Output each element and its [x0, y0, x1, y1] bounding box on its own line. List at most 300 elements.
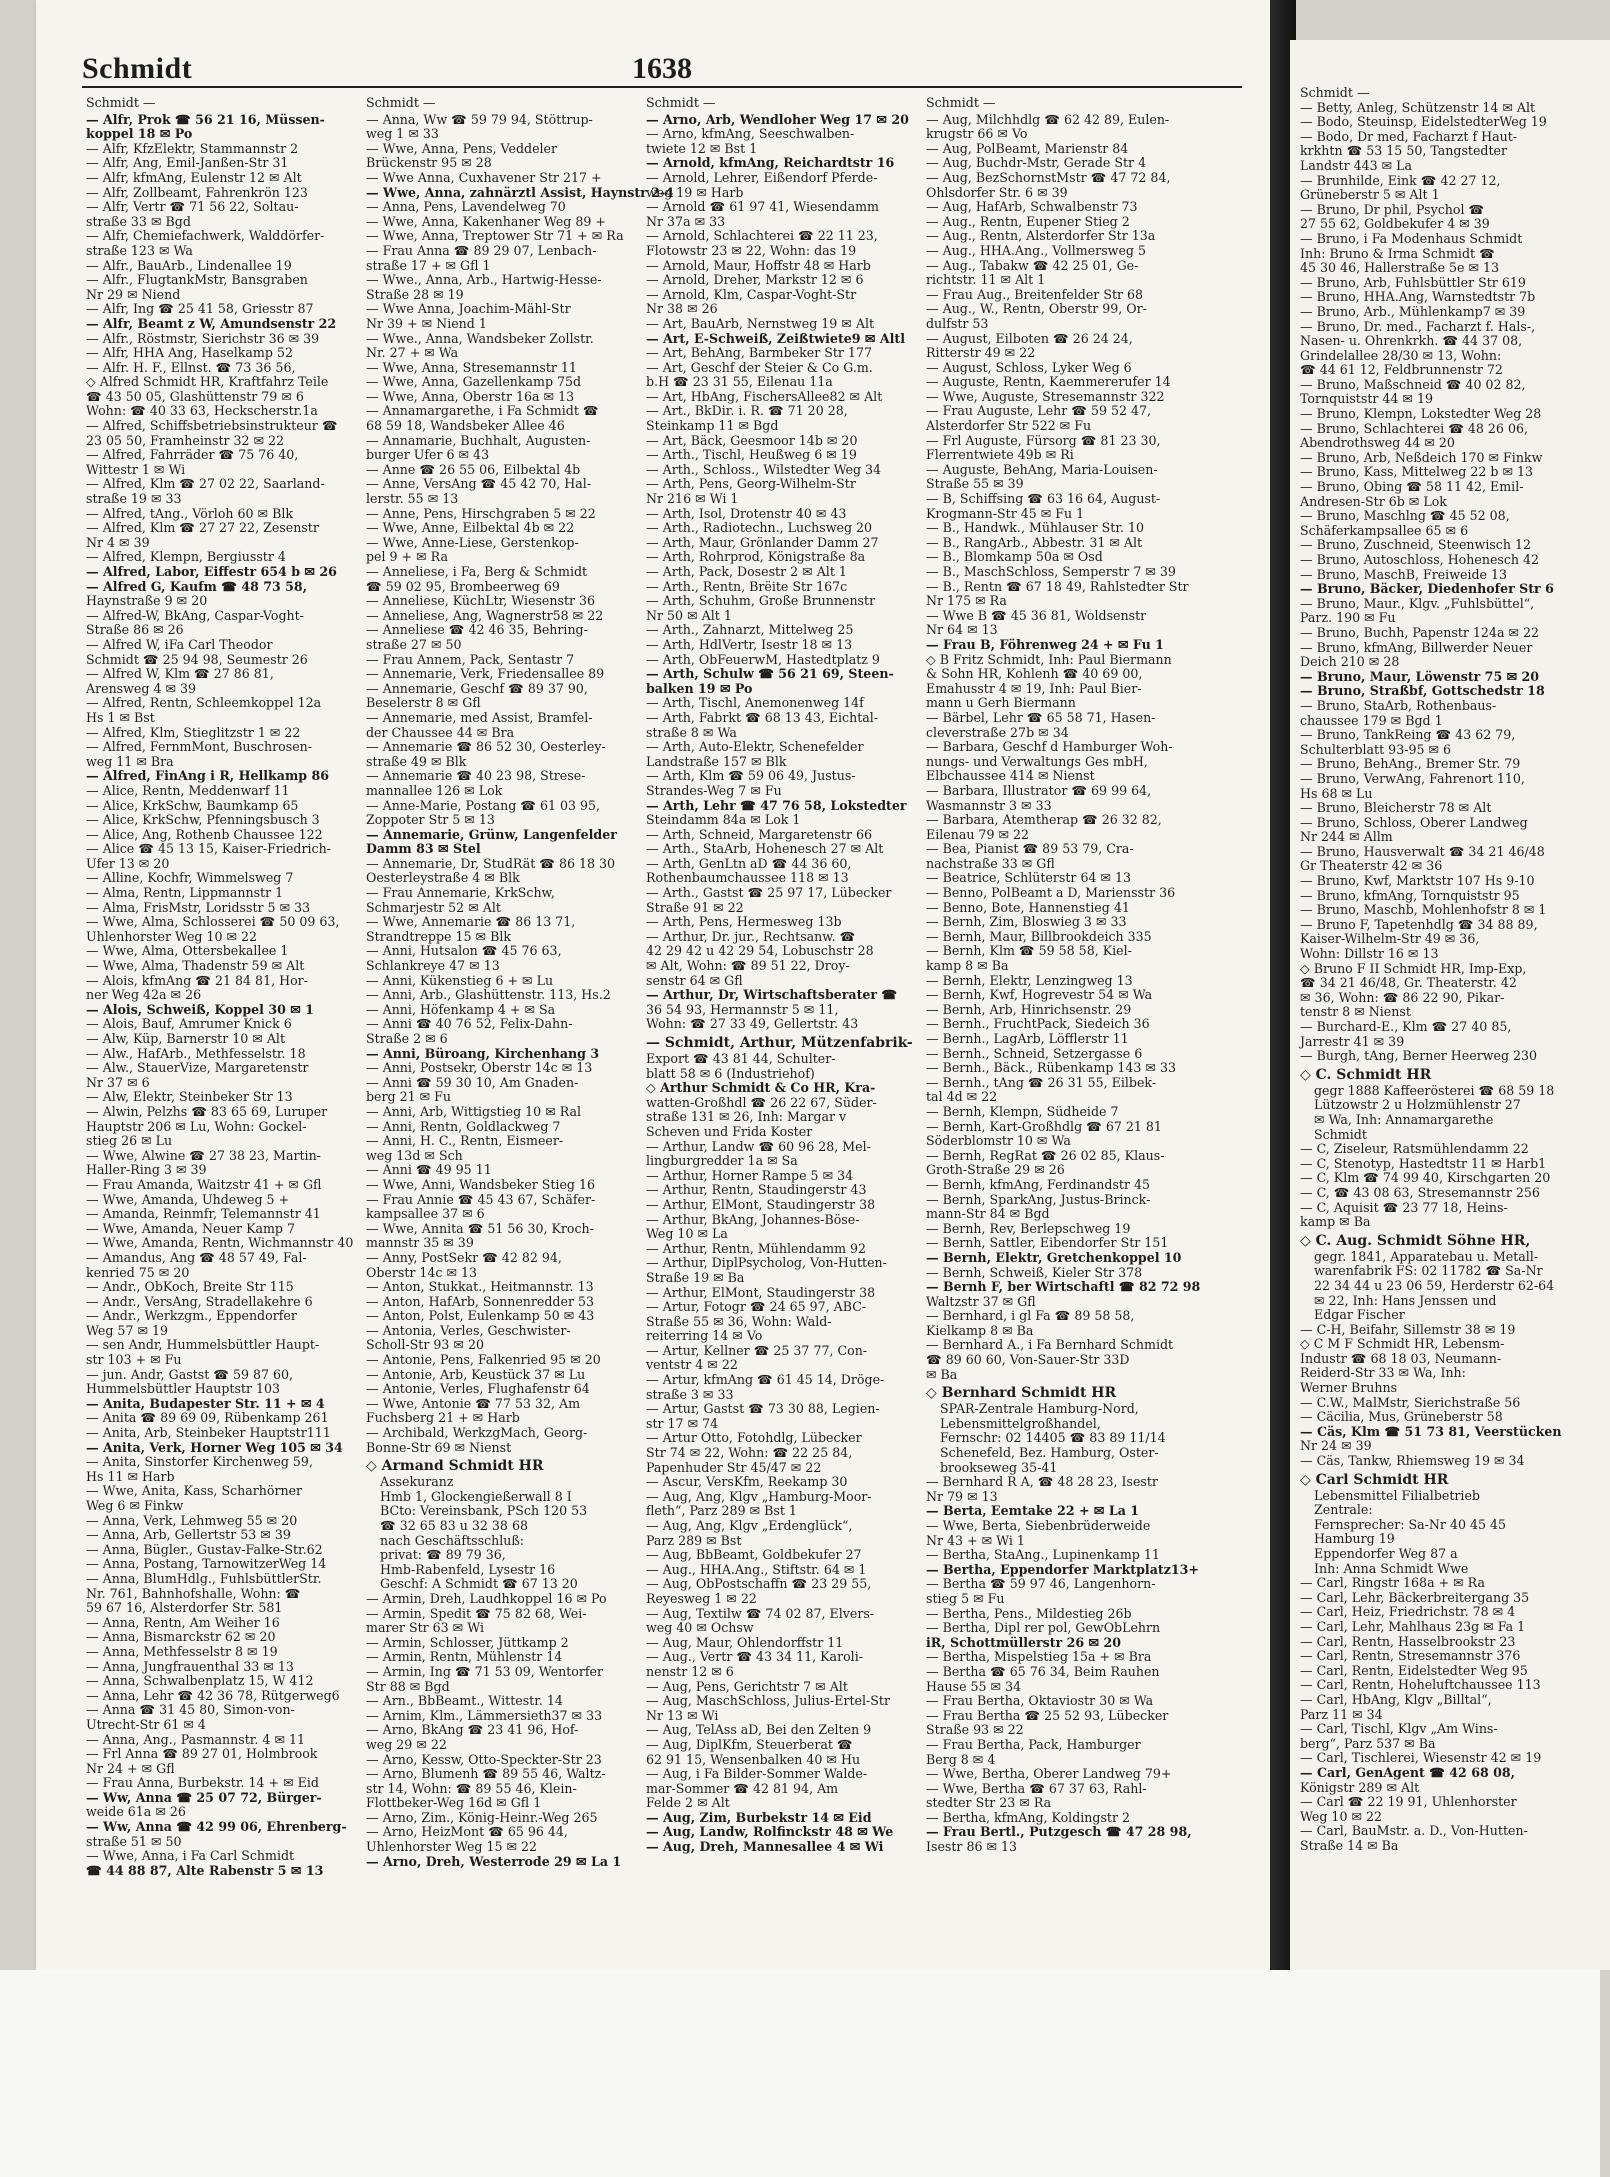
directory-entry: — Anna, Methfesselstr 8 ✉ 19: [86, 1643, 278, 1659]
directory-entry: — Wwe, Bertha ☎ 67 37 63, Rahl-: [926, 1780, 1147, 1796]
facing-page: [1290, 40, 1610, 1970]
directory-entry: — Carl, Rentn, Hoheluftchaussee 113: [1300, 1677, 1541, 1693]
directory-entry: Fernsprecher: Sa-Nr 40 45 45: [1314, 1516, 1507, 1532]
directory-entry: — Bruno, Zuschneid, Steenwisch 12: [1300, 537, 1531, 553]
directory-entry: — Bea, Pianist ☎ 89 53 79, Cra-: [926, 841, 1134, 857]
directory-entry: — Arthur, Horner Rampe 5 ✉ 34: [646, 1167, 854, 1183]
directory-entry: — Bruno F, Tapetenhdlg ☎ 34 88 89,: [1300, 916, 1538, 932]
directory-entry: — Arno, Zim., König-Heinr.-Weg 265: [366, 1809, 598, 1825]
directory-entry: — Arno, Dreh, Westerrode 29 ✉ La 1: [366, 1853, 622, 1869]
directory-entry: ☎ 59 02 95, Brombeerweg 69: [366, 578, 560, 594]
directory-entry: ◇ Arthur Schmidt & Co HR, Kra-: [646, 1080, 876, 1096]
directory-entry: — Art, HbAng, FischersAllee82 ✉ Alt: [646, 388, 883, 404]
column-2: [366, 95, 674, 1936]
directory-entry: — Andr., Werkzgm., Eppendorfer: [86, 1308, 297, 1324]
directory-entry: — Arnold, Dreher, Markstr 12 ✉ 6: [646, 272, 864, 288]
directory-entry: — Carl, Rentn, Hasselbrookstr 23: [1300, 1633, 1516, 1649]
directory-entry: — Annemarie, Verk, Friedensallee 89: [366, 666, 605, 682]
directory-entry: — Bruno, MaschB, Freiweide 13: [1300, 566, 1508, 582]
directory-entry: koppel 18 ✉ Po: [86, 126, 193, 142]
directory-entry: — Alwin, Pelzhs ☎ 83 65 69, Luruper: [86, 1103, 328, 1119]
directory-entry: — C-H, Beifahr, Sillemstr 38 ✉ 19: [1300, 1321, 1516, 1337]
directory-entry: SPAR-Zentrale Hamburg-Nord,: [940, 1401, 1139, 1417]
directory-entry: — Anni, Arb, Wittigstieg 10 ✉ Ral: [366, 1103, 582, 1119]
directory-entry: — Frau Bertha, Pack, Hamburger: [926, 1736, 1141, 1752]
directory-entry: — Anna, Jungfrauenthal 33 ✉ 13: [86, 1658, 294, 1674]
directory-entry: — Wwe, Annemarie ☎ 86 13 71,: [366, 914, 576, 930]
directory-entry: Inh: Anna Schmidt Wwe: [1314, 1560, 1469, 1576]
directory-entry: — Alfred, Labor, Eiffestr 654 b ✉ 26: [86, 564, 337, 579]
directory-entry: Parz. 190 ✉ Fu: [1300, 610, 1396, 626]
directory-entry: — Anna, Bismarckstr 62 ✉ 20: [86, 1629, 276, 1645]
directory-entry: — August, Schloss, Lyker Weg 6: [926, 359, 1132, 375]
directory-entry: — Arth., Schloss., Wilstedter Weg 34: [646, 461, 882, 477]
directory-entry: — Bruno, Maschb, Mohlenhofstr 8 ✉ 1: [1300, 902, 1547, 918]
directory-entry: Hmb-Rabenfeld, Lysestr 16: [380, 1561, 556, 1577]
directory-entry: Elbchaussee 414 ✉ Nienst: [926, 768, 1095, 784]
directory-entry: — Bernh., Bäck., Rübenkamp 143 ✉ 33: [926, 1060, 1176, 1076]
directory-entry: — Benno, Bote, Hannenstieg 41: [926, 899, 1130, 915]
directory-entry: — Carl, HbAng, Klgv „Billtal“,: [1300, 1691, 1492, 1707]
directory-entry: — Bruno, Kass, Mittelweg 22 b ✉ 13: [1300, 464, 1534, 480]
directory-entry: — Bruno, Arb, Neßdeich 170 ✉ Finkw: [1300, 449, 1543, 465]
directory-entry: — Aug., Rentn, Alsterdorfer Str 13a: [926, 228, 1156, 244]
directory-entry: — Bruno, Dr. med., Facharzt f. Hals-,: [1300, 318, 1536, 334]
directory-entry: — Arth, Maur, Grönlander Damm 27: [646, 534, 879, 550]
directory-entry: — Art, E-Schweiß, Zeißtwiete9 ✉ Altl: [646, 330, 906, 346]
directory-entry: — Anna, BlumHdlg., FuhlsbüttlerStr.: [86, 1570, 322, 1586]
directory-entry: — Aug., Vertr ☎ 43 34 11, Karoli-: [646, 1649, 863, 1665]
directory-entry: — Anni, Kükenstieg 6 + ✉ Lu: [366, 972, 554, 988]
directory-entry: 59 67 16, Alsterdorfer Str. 581: [86, 1600, 283, 1616]
directory-entry: straße 51 ✉ 50: [86, 1833, 182, 1849]
directory-entry: — Wwe, Anna, Pens, Veddeler: [366, 140, 558, 156]
directory-entry: ☎ 43 50 05, Glashüttenstr 79 ✉ 6: [86, 388, 304, 404]
directory-entry: — Antonia, Verles, Geschwister-: [366, 1322, 571, 1338]
directory-entry: Schmarjestr 52 ✉ Alt: [366, 899, 501, 915]
directory-entry: — Alfr., Röstmstr, Sierichstr 36 ✉ 39: [86, 330, 320, 346]
directory-entry: — Wwe, Amanda, Uhdeweg 5 +: [86, 1191, 290, 1207]
directory-entry: — Wwe, Anna, Oberstr 16a ✉ 13: [366, 388, 575, 404]
firm-entry: ◇ C. Aug. Schmidt Söhne HR,: [1300, 1232, 1531, 1249]
directory-entry: Ritterstr 49 ✉ 22: [926, 345, 1036, 361]
directory-entry: — Bertha, kfmAng, Koldingstr 2: [926, 1809, 1131, 1825]
directory-entry: Nr 79 ✉ 13: [926, 1488, 998, 1504]
directory-entry: 62 91 15, Wensenbalken 40 ✉ Hu: [646, 1751, 861, 1767]
firm-entry: ◇ C. Schmidt HR: [1300, 1066, 1432, 1083]
directory-entry: — Alfr, KfzElektr, Stammannstr 2: [86, 140, 299, 156]
directory-entry: — Aug, HafArb, Schwalbenstr 73: [926, 199, 1138, 215]
directory-entry: — Benno, PolBeamt a D, Mariensstr 36: [926, 885, 1176, 901]
directory-entry: — Armin, Ing ☎ 71 53 09, Wentorfer: [366, 1663, 604, 1679]
directory-entry: — Alice, Ang, Rothenb Chaussee 122: [86, 826, 323, 842]
directory-entry: — Wwe, Anna, Stresemannstr 11: [366, 359, 577, 375]
directory-entry: — Carl, Heiz, Friedrichstr. 78 ✉ 4: [1300, 1604, 1516, 1620]
directory-entry: — Alfred W, iFa Carl Theodor: [86, 636, 273, 652]
directory-entry: — Frau Aug., Breitenfelder Str 68: [926, 286, 1144, 302]
directory-entry: — Arth., Radiotechn., Luchsweg 20: [646, 520, 873, 536]
directory-entry: Nr 13 ✉ Wi: [646, 1707, 719, 1723]
directory-entry: — Arthur, Dr. jur., Rechtsanw. ☎: [646, 928, 856, 944]
directory-entry: — Bruno, Schlachterei ☎ 48 26 06,: [1300, 420, 1528, 436]
directory-entry: — Bruno, Maur, Löwenstr 75 ✉ 20: [1300, 668, 1540, 684]
directory-entry: Andresen-Str 6b ✉ Lok: [1300, 493, 1447, 509]
directory-entry: — Arth, Pens, Georg-Wilhelm-Str: [646, 476, 856, 492]
directory-entry: Strandtreppe 15 ✉ Blk: [366, 928, 512, 944]
directory-entry: — Art, BehAng, Barmbeker Str 177: [646, 345, 872, 361]
directory-entry: — Artur Otto, Fotohdlg, Lübecker: [646, 1430, 862, 1446]
directory-entry: str 17 ✉ 74: [646, 1415, 719, 1431]
directory-entry: warenfabrik FS: 02 11782 ☎ Sa-Nr: [1314, 1263, 1543, 1279]
directory-entry: — Auguste, Rentn, Kaemmererufer 14: [926, 374, 1171, 390]
directory-entry: Nr 24 + ✉ Gfl: [86, 1760, 175, 1776]
directory-entry: Brückenstr 95 ✉ 28: [366, 155, 492, 171]
directory-entry: mannstr 35 ✉ 39: [366, 1235, 474, 1251]
directory-entry: weg 13d ✉ Sch: [366, 1147, 463, 1163]
directory-entry: Str 74 ✉ 22, Wohn: ☎ 22 25 84,: [646, 1445, 853, 1461]
directory-entry: tenstr 8 ✉ Nienst: [1300, 1004, 1411, 1020]
directory-entry: Alsterdorfer Str 522 ✉ Fu: [926, 418, 1092, 434]
directory-entry: — B, Schiffsing ☎ 63 16 64, August-: [926, 491, 1161, 507]
directory-entry: — Anna, Postang, TarnowitzerWeg 14: [86, 1556, 327, 1572]
directory-entry: — Anita, Verk, Horner Weg 105 ✉ 34: [86, 1439, 343, 1455]
directory-entry: Grüneberstr 5 ✉ Alt 1: [1300, 187, 1440, 203]
directory-entry: — Bruno, Maur., Klgv. „Fuhlsbüttel“,: [1300, 595, 1535, 611]
directory-entry: — Artur, Fotogr ☎ 24 65 97, ABC-: [646, 1299, 867, 1315]
directory-entry: Flerrentwiete 49b ✉ Ri: [926, 447, 1074, 463]
directory-entry: Straße 19 ✉ Ba: [646, 1269, 745, 1285]
directory-entry: — Bruno, Klempn, Lokstedter Weg 28: [1300, 406, 1542, 422]
directory-entry: — jun. Andr, Gastst ☎ 59 87 60,: [86, 1366, 294, 1382]
directory-entry: — Carl, Lehr, Bäckerbreitergang 35: [1300, 1589, 1530, 1605]
directory-entry: Straße 55 ✉ 36, Wohn: Wald-: [646, 1313, 832, 1329]
directory-entry: — Frau Anna ☎ 89 29 07, Lenbach-: [366, 242, 597, 258]
directory-entry: — Bärbel, Lehr ☎ 65 58 71, Hasen-: [926, 709, 1156, 725]
directory-entry: — Barbara, Atemtherap ☎ 26 32 82,: [926, 812, 1162, 828]
directory-entry: — Anneliese, KüchLtr, Wiesenstr 36: [366, 593, 596, 609]
directory-entry: str 14, Wohn: ☎ 89 55 46, Klein-: [366, 1780, 577, 1796]
directory-entry: — Aug, BezSchornstMstr ☎ 47 72 84,: [926, 169, 1171, 185]
directory-entry: — Wwe, Anna, Treptower Str 71 + ✉ Ra: [366, 228, 624, 244]
directory-entry: — Aug, ObPostschaffn ☎ 23 29 55,: [646, 1576, 872, 1592]
directory-entry: Nr 24 ✉ 39: [1300, 1438, 1372, 1454]
directory-entry: — Alice, Rentn, Meddenwarf 11: [86, 782, 290, 798]
directory-entry: — Arthur, DiplPsycholog, Von-Hutten-: [646, 1255, 887, 1271]
directory-entry: Fernschr: 02 14405 ☎ 83 89 11/14: [940, 1430, 1166, 1446]
directory-entry: — Frau B, Föhrenweg 24 + ✉ Fu 1: [926, 636, 1164, 652]
directory-entry: — Bruno, Kwf, Marktstr 107 Hs 9-10: [1300, 873, 1535, 889]
directory-entry: — Arth, Rohrprod, Königstraße 8a: [646, 549, 866, 565]
directory-entry: ✉ 22, Inh: Hans Jenssen und: [1314, 1292, 1497, 1308]
directory-entry: b.H ☎ 23 31 55, Eilenau 11a: [646, 374, 833, 390]
directory-entry: Edgar Fischer: [1314, 1307, 1405, 1323]
directory-entry: lerstr. 55 ✉ 13: [366, 491, 459, 507]
directory-entry: — Aug, i Fa Bilder-Sommer Walde-: [646, 1766, 868, 1782]
directory-entry: — Anni ☎ 49 95 11: [366, 1162, 492, 1178]
directory-entry: Jarrestr 41 ✉ 39: [1300, 1033, 1405, 1049]
directory-entry: — Aug, Maur, Ohlendorffstr 11: [646, 1634, 844, 1650]
directory-entry: nungs- und Verwaltungs Ges mbH,: [926, 753, 1148, 769]
directory-entry: — Arthur, Rentn, Staudingerstr 43: [646, 1182, 867, 1198]
directory-entry: — C.W., MalMstr, Sierichstraße 56: [1300, 1394, 1521, 1410]
directory-entry: Weg 6 ✉ Finkw: [86, 1498, 184, 1513]
directory-entry: — Anna, Ang., Pasmannstr. 4 ✉ 11: [86, 1731, 306, 1747]
directory-entry: Damm 83 ✉ Stel: [366, 841, 481, 857]
directory-entry: — Andr., ObKoch, Breite Str 115: [86, 1279, 294, 1295]
directory-entry: — Wwe, Amanda, Neuer Kamp 7: [86, 1220, 296, 1236]
directory-entry: — Bruno, kfmAng, Tornquiststr 95: [1300, 887, 1520, 903]
directory-entry: Parz 11 ✉ 34: [1300, 1706, 1383, 1722]
directory-entry: Straße 86 ✉ 26: [86, 622, 184, 638]
directory-entry: — Carl, Lehr, Mahlhaus 23g ✉ Fa 1: [1300, 1618, 1526, 1634]
directory-entry: — Barbara, Geschf d Hamburger Woh-: [926, 739, 1173, 755]
directory-entry: ventstr 4 ✉ 22: [646, 1357, 738, 1373]
directory-entry: — Arth., Gastst ☎ 25 97 17, Lübecker: [646, 885, 892, 901]
directory-entry: — Alma, Rentn, Lippmannstr 1: [86, 885, 284, 901]
directory-entry: str 103 + ✉ Fu: [86, 1352, 182, 1368]
directory-entry: — Alfr. H. F., Ellnst. ☎ 73 36 56,: [86, 359, 296, 375]
directory-entry: — Armin, Schlosser, Jüttkamp 2: [366, 1634, 569, 1650]
directory-entry: — Bernh., LagArb, Löfflerstr 11: [926, 1031, 1129, 1046]
directory-entry: — Alfr, Vertr ☎ 71 56 22, Soltau-: [86, 199, 299, 215]
directory-entry: cleverstraße 27b ✉ 34: [926, 724, 1069, 740]
directory-entry: iR, Schottmüllerstr 26 ✉ 20: [926, 1634, 1121, 1650]
directory-entry: — Alfr, Zollbeamt, Fahrenkrön 123: [86, 184, 308, 200]
directory-entry: — sen Andr, Hummelsbüttler Haupt-: [86, 1337, 320, 1353]
directory-entry: stedter Str 23 ✉ Ra: [926, 1795, 1052, 1811]
directory-entry: — Arth, Fabrkt ☎ 68 13 43, Eichtal-: [646, 709, 879, 725]
directory-entry: berg“, Parz 537 ✉ Ba: [1300, 1735, 1436, 1751]
directory-entry: ✉ Wa, Inh: Annamargarethe: [1314, 1111, 1494, 1127]
directory-entry: Lebensmittelgroßhandel,: [940, 1415, 1101, 1431]
directory-entry: — Bernh, Rev, Berlepschweg 19: [926, 1220, 1131, 1236]
directory-entry: Steindamm 84a ✉ Lok 1: [646, 812, 801, 828]
directory-entry: balken 19 ✉ Po: [646, 680, 753, 696]
directory-entry: — Bernh, Kart-Großhdlg ☎ 67 21 81: [926, 1118, 1162, 1134]
directory-entry: — Bruno, Maßschneid ☎ 40 02 82,: [1300, 376, 1526, 392]
directory-entry: — Bruno, Dr phil, Psychol ☎: [1300, 201, 1485, 217]
directory-entry: Straße 55 ✉ 39: [926, 476, 1024, 492]
directory-entry: Deich 210 ✉ 28: [1300, 654, 1400, 670]
directory-entry: marer Str 63 ✉ Wi: [366, 1620, 484, 1636]
directory-entry: nenstr 12 ✉ 6: [646, 1663, 734, 1679]
directory-entry: — Cäcilia, Mus, Grüneberstr 58: [1300, 1409, 1503, 1425]
directory-entry: 22 34 44 u 23 06 59, Herderstr 62-64: [1314, 1277, 1555, 1293]
directory-entry: Königstr 289 ✉ Alt: [1300, 1779, 1420, 1795]
directory-entry: — Bernh, RegRat ☎ 26 02 85, Klaus-: [926, 1147, 1165, 1163]
directory-entry: — Artur, kfmAng ☎ 61 45 14, Dröge-: [646, 1372, 885, 1388]
directory-entry: — Alois, Bauf, Amrumer Knick 6: [86, 1016, 292, 1032]
directory-entry: Scheven und Frida Koster: [646, 1123, 813, 1139]
directory-entry: Parz 289 ✉ Bst: [646, 1532, 742, 1548]
directory-entry: Nr 216 ✉ Wi 1: [646, 491, 739, 507]
directory-entry: — Arthur, Dr, Wirtschaftsberater ☎: [646, 987, 898, 1003]
directory-entry: — B., Handwk., Mühlauser Str. 10: [926, 520, 1145, 536]
directory-entry: richtstr. 11 ✉ Alt 1: [926, 272, 1046, 288]
directory-entry: — Antonie, Pens, Falkenried 95 ✉ 20: [366, 1352, 601, 1368]
directory-entry: kamp 8 ✉ Ba: [926, 958, 1009, 974]
directory-entry: — Art, Geschf der Steier & Co G.m.: [646, 359, 873, 375]
directory-entry: der Chaussee 44 ✉ Bra: [366, 724, 515, 740]
directory-entry: — Alfr., FlugtankMstr, Bansgraben: [86, 272, 308, 288]
directory-entry: — Bruno, TankReing ☎ 43 62 79,: [1300, 727, 1516, 743]
directory-entry: — Alline, Kochfr, Wimmelsweg 7: [86, 870, 294, 886]
directory-entry: Nr 43 + ✉ Wi 1: [926, 1532, 1025, 1548]
directory-entry: — Bruno, StaArb, Rothenbaus-: [1300, 697, 1497, 713]
directory-entry: — Bertha ☎ 59 97 46, Langenhorn-: [926, 1576, 1156, 1592]
directory-entry: — Alma, FrisMstr, Loridsstr 5 ✉ 33: [86, 899, 311, 915]
directory-entry: straße 27 ✉ 50: [366, 636, 462, 652]
directory-entry: Haller-Ring 3 ✉ 39: [86, 1162, 207, 1178]
directory-entry: — Arth, Pens, Hermesweg 13b: [646, 914, 842, 930]
directory-entry: — Bernh, Kwf, Hogrevestr 54 ✉ Wa: [926, 987, 1153, 1003]
column-head: Schmidt —: [926, 95, 996, 110]
directory-entry: — Carl, Tischl, Klgv „Am Wins-: [1300, 1721, 1498, 1737]
directory-entry: — Aug., Rentn, Eupener Stieg 2: [926, 213, 1130, 229]
directory-entry: Hause 55 ✉ 34: [926, 1678, 1022, 1694]
directory-entry: Schulterblatt 93-95 ✉ 6: [1300, 741, 1452, 757]
directory-entry: Söderblomstr 10 ✉ Wa: [926, 1133, 1071, 1149]
directory-entry: Hauptstr 206 ✉ Lu, Wohn: Gockel-: [86, 1118, 307, 1134]
directory-entry: — Alfr, Prok ☎ 56 21 16, Müssen-: [86, 111, 325, 127]
directory-entry: Rothenbaumchaussee 118 ✉ 13: [646, 870, 849, 886]
directory-entry: Nr. 761, Bahnhofshalle, Wohn: ☎: [86, 1585, 301, 1601]
directory-entry: — Bernh, Elektr, Lenzingweg 13: [926, 972, 1133, 988]
directory-entry: Berg 8 ✉ 4: [926, 1751, 996, 1767]
directory-entry: — Anna, Bügler., Gustav-Falke-Str.62: [86, 1541, 323, 1557]
directory-entry: straße 33 ✉ Bgd: [86, 213, 191, 229]
directory-entry: Weg 10 ✉ 22: [1300, 1808, 1383, 1824]
column-head: Schmidt —: [366, 95, 436, 110]
directory-entry: — Arno, Kessw, Otto-Speckter-Str 23: [366, 1751, 602, 1767]
directory-entry: — Brunhilde, Eink ☎ 42 27 12,: [1300, 172, 1501, 188]
directory-entry: — Aug, Ang, Klgv „Hamburg-Moor-: [646, 1488, 872, 1504]
directory-entry: — Bernh, Elektr, Gretchenkoppel 10: [926, 1249, 1182, 1265]
directory-entry: — Bertha, Pens., Mildestieg 26b: [926, 1605, 1132, 1621]
directory-entry: — Alois, Schweiß, Koppel 30 ✉ 1: [86, 1001, 314, 1017]
directory-entry: Papenhuder Str 45/47 ✉ 22: [646, 1459, 822, 1475]
directory-entry: weg 40 ✉ Ochsw: [646, 1620, 754, 1636]
directory-entry: Zentrale:: [1314, 1502, 1373, 1518]
directory-entry: Eppendorfer Weg 87 a: [1314, 1546, 1458, 1561]
directory-entry: Wohn: Dillstr 16 ✉ 13: [1300, 946, 1439, 962]
directory-entry: — Bernhard A., i Fa Bernhard Schmidt: [926, 1337, 1174, 1353]
directory-entry: Utrecht-Str 61 ✉ 4: [86, 1716, 206, 1732]
directory-entry: — Wwe, Alma, Schlosserei ☎ 50 09 63,: [86, 914, 340, 930]
directory-entry: — Alois, kfmAng ☎ 21 84 81, Hor-: [86, 972, 308, 988]
directory-entry: — Bernhard, i gl Fa ☎ 89 58 58,: [926, 1308, 1135, 1324]
firm-entry: — Schmidt, Arthur, Mützenfabrik-: [646, 1035, 913, 1051]
directory-entry: Hamburg 19: [1314, 1531, 1395, 1547]
directory-entry: — Arth, Schulw ☎ 56 21 69, Steen-: [646, 666, 894, 682]
directory-entry: — Andr., VersAng, Stradellakehre 6: [86, 1293, 313, 1309]
directory-entry: Nr 38 ✉ 26: [646, 301, 718, 317]
directory-entry: — Frau Annem, Pack, Sentastr 7: [366, 651, 575, 667]
directory-entry: Straße 91 ✉ 22: [646, 899, 744, 915]
directory-entry: 68 59 18, Wandsbeker Allee 46: [366, 418, 565, 434]
directory-entry: — Cäs, Tankw, Rhiemsweg 19 ✉ 34: [1300, 1453, 1525, 1469]
directory-entry: — Bruno, Bäcker, Diedenhofer Str 6: [1300, 581, 1554, 597]
directory-entry: — Bertha ☎ 65 76 34, Beim Rauhen: [926, 1663, 1160, 1679]
directory-entry: — Wwe, Annita ☎ 51 56 30, Kroch-: [366, 1220, 594, 1236]
directory-entry: ◇ C M F Schmidt HR, Lebensm-: [1300, 1336, 1505, 1352]
directory-entry: Nr 64 ✉ 13: [926, 622, 998, 638]
directory-entry: — Bruno, Straßbf, Gottschedstr 18: [1300, 683, 1545, 699]
directory-entry: — Bertha, StaAng., Lupinenkamp 11: [926, 1547, 1160, 1563]
directory-entry: blatt 58 ✉ 6 (Industriehof): [646, 1065, 815, 1081]
firm-entry: ◇ Carl Schmidt HR: [1300, 1471, 1449, 1488]
page-header: [82, 46, 1242, 88]
directory-entry: ✉ 36, Wohn: ☎ 86 22 90, Pikar-: [1300, 989, 1505, 1005]
directory-entry: — Bernh., Schneid, Setzergasse 6: [926, 1045, 1143, 1061]
directory-entry: — Artur, Kellner ☎ 25 37 77, Con-: [646, 1342, 868, 1358]
directory-entry: — C, Stenotyp, Hastedtstr 11 ✉ Harb1: [1300, 1155, 1547, 1171]
directory-entry: Schlankreye 47 ✉ 13: [366, 958, 500, 974]
directory-entry: — Arnim, Klm., Lämmersieth37 ✉ 33: [366, 1707, 603, 1723]
directory-entry: Nr 175 ✉ Ra: [926, 593, 1007, 609]
directory-entry: Hummelsbüttler Hauptstr 103: [86, 1381, 281, 1397]
directory-entry: — Barbara, Illustrator ☎ 69 99 64,: [926, 782, 1152, 798]
directory-entry: — Arth, Schuhm, Große Brunnenstr: [646, 593, 876, 609]
directory-entry: ◇ Bruno F II Schmidt HR, Imp-Exp,: [1300, 960, 1527, 976]
directory-entry: pel 9 + ✉ Ra: [366, 549, 448, 565]
directory-entry: twiete 12 ✉ Bst 1: [646, 140, 758, 156]
directory-entry: — Anni, Büroang, Kirchenhang 3: [366, 1045, 600, 1061]
directory-entry: — Annemarie, Dr, StudRät ☎ 86 18 30: [366, 855, 616, 871]
directory-entry: — Alfr, kfmAng, Eulenstr 12 ✉ Alt: [86, 169, 302, 185]
directory-entry: — Art, BauArb, Nernstweg 19 ✉ Alt: [646, 315, 875, 331]
directory-entry: mann-Str 84 ✉ Bgd: [926, 1206, 1050, 1222]
directory-entry: — Bertha, Dipl rer pol, GewObLehrn: [926, 1620, 1161, 1636]
directory-entry: — Wwe, Bertha, Oberer Landweg 79+: [926, 1766, 1172, 1782]
directory-entry: Geschf: A Schmidt ☎ 67 13 20: [380, 1576, 578, 1592]
directory-entry: Strandes-Weg 7 ✉ Fu: [646, 782, 782, 798]
directory-entry: — Carl, GenAgent ☎ 42 68 08,: [1300, 1764, 1516, 1780]
directory-entry: — Anni, Arb., Glashüttenstr. 113, Hs.2: [366, 987, 611, 1003]
directory-entry: — Anton, HafArb, Sonnenredder 53: [366, 1293, 594, 1309]
directory-entry: — Wwe, Alma, Thadenstr 59 ✉ Alt: [86, 958, 305, 974]
directory-entry: — Arn., BbBeamt., Wittestr. 14: [366, 1693, 563, 1709]
directory-entry: ✉ Ba: [926, 1366, 958, 1382]
directory-entry: — B., Blomkamp 50a ✉ Osd: [926, 549, 1103, 565]
directory-entry: Steinkamp 11 ✉ Bgd: [646, 418, 779, 434]
directory-entry: — Arnold, kfmAng, Reichardtstr 16: [646, 155, 895, 171]
directory-entry: — Alfred, Schiffsbetriebsinstrukteur ☎: [86, 418, 338, 434]
directory-entry: Fuchsberg 21 + ✉ Harb: [366, 1410, 520, 1426]
directory-entry: — Arth., Rentn, Brëite Str 167c: [646, 578, 848, 594]
running-head: Schmidt: [82, 52, 193, 85]
directory-entry: — B., MaschSchloss, Semperstr 7 ✉ 39: [926, 564, 1176, 579]
directory-entry: — Aug, BbBeamt, Goldbekufer 27: [646, 1547, 862, 1563]
directory-entry: Kielkamp 8 ✉ Ba: [926, 1322, 1034, 1338]
directory-entry: Nr 37a ✉ 33: [646, 213, 726, 229]
directory-entry: Isestr 86 ✉ 13: [926, 1839, 1018, 1855]
directory-entry: burger Ufer 6 ✉ 43: [366, 447, 490, 463]
directory-entry: — Armin, Rentn, Mühlenstr 14: [366, 1649, 563, 1665]
directory-entry: Kaiser-Wilhelm-Str 49 ✉ 36,: [1300, 931, 1480, 947]
directory-entry: — Alw, Elektr, Steinbeker Str 13: [86, 1089, 293, 1105]
directory-entry: — Arth, Schneid, Margaretenstr 66: [646, 826, 873, 842]
directory-entry: straße 131 ✉ 26, Inh: Margar v: [646, 1109, 847, 1125]
directory-entry: — Aug., W., Rentn, Oberstr 99, Or-: [926, 301, 1147, 317]
directory-columns: [86, 96, 1266, 1936]
directory-entry: — Berta, Eemtake 22 + ✉ La 1: [926, 1503, 1139, 1519]
directory-entry: — Bernh., tAng ☎ 26 31 55, Eilbek-: [926, 1074, 1157, 1090]
directory-entry: privat: ☎ 89 79 36,: [380, 1547, 506, 1563]
directory-entry: — Aug, Textilw ☎ 74 02 87, Elvers-: [646, 1605, 875, 1621]
directory-entry: — Archibald, WerkzgMach, Georg-: [366, 1425, 588, 1441]
directory-entry: — Wwe B ☎ 45 36 81, Woldsenstr: [926, 607, 1147, 623]
